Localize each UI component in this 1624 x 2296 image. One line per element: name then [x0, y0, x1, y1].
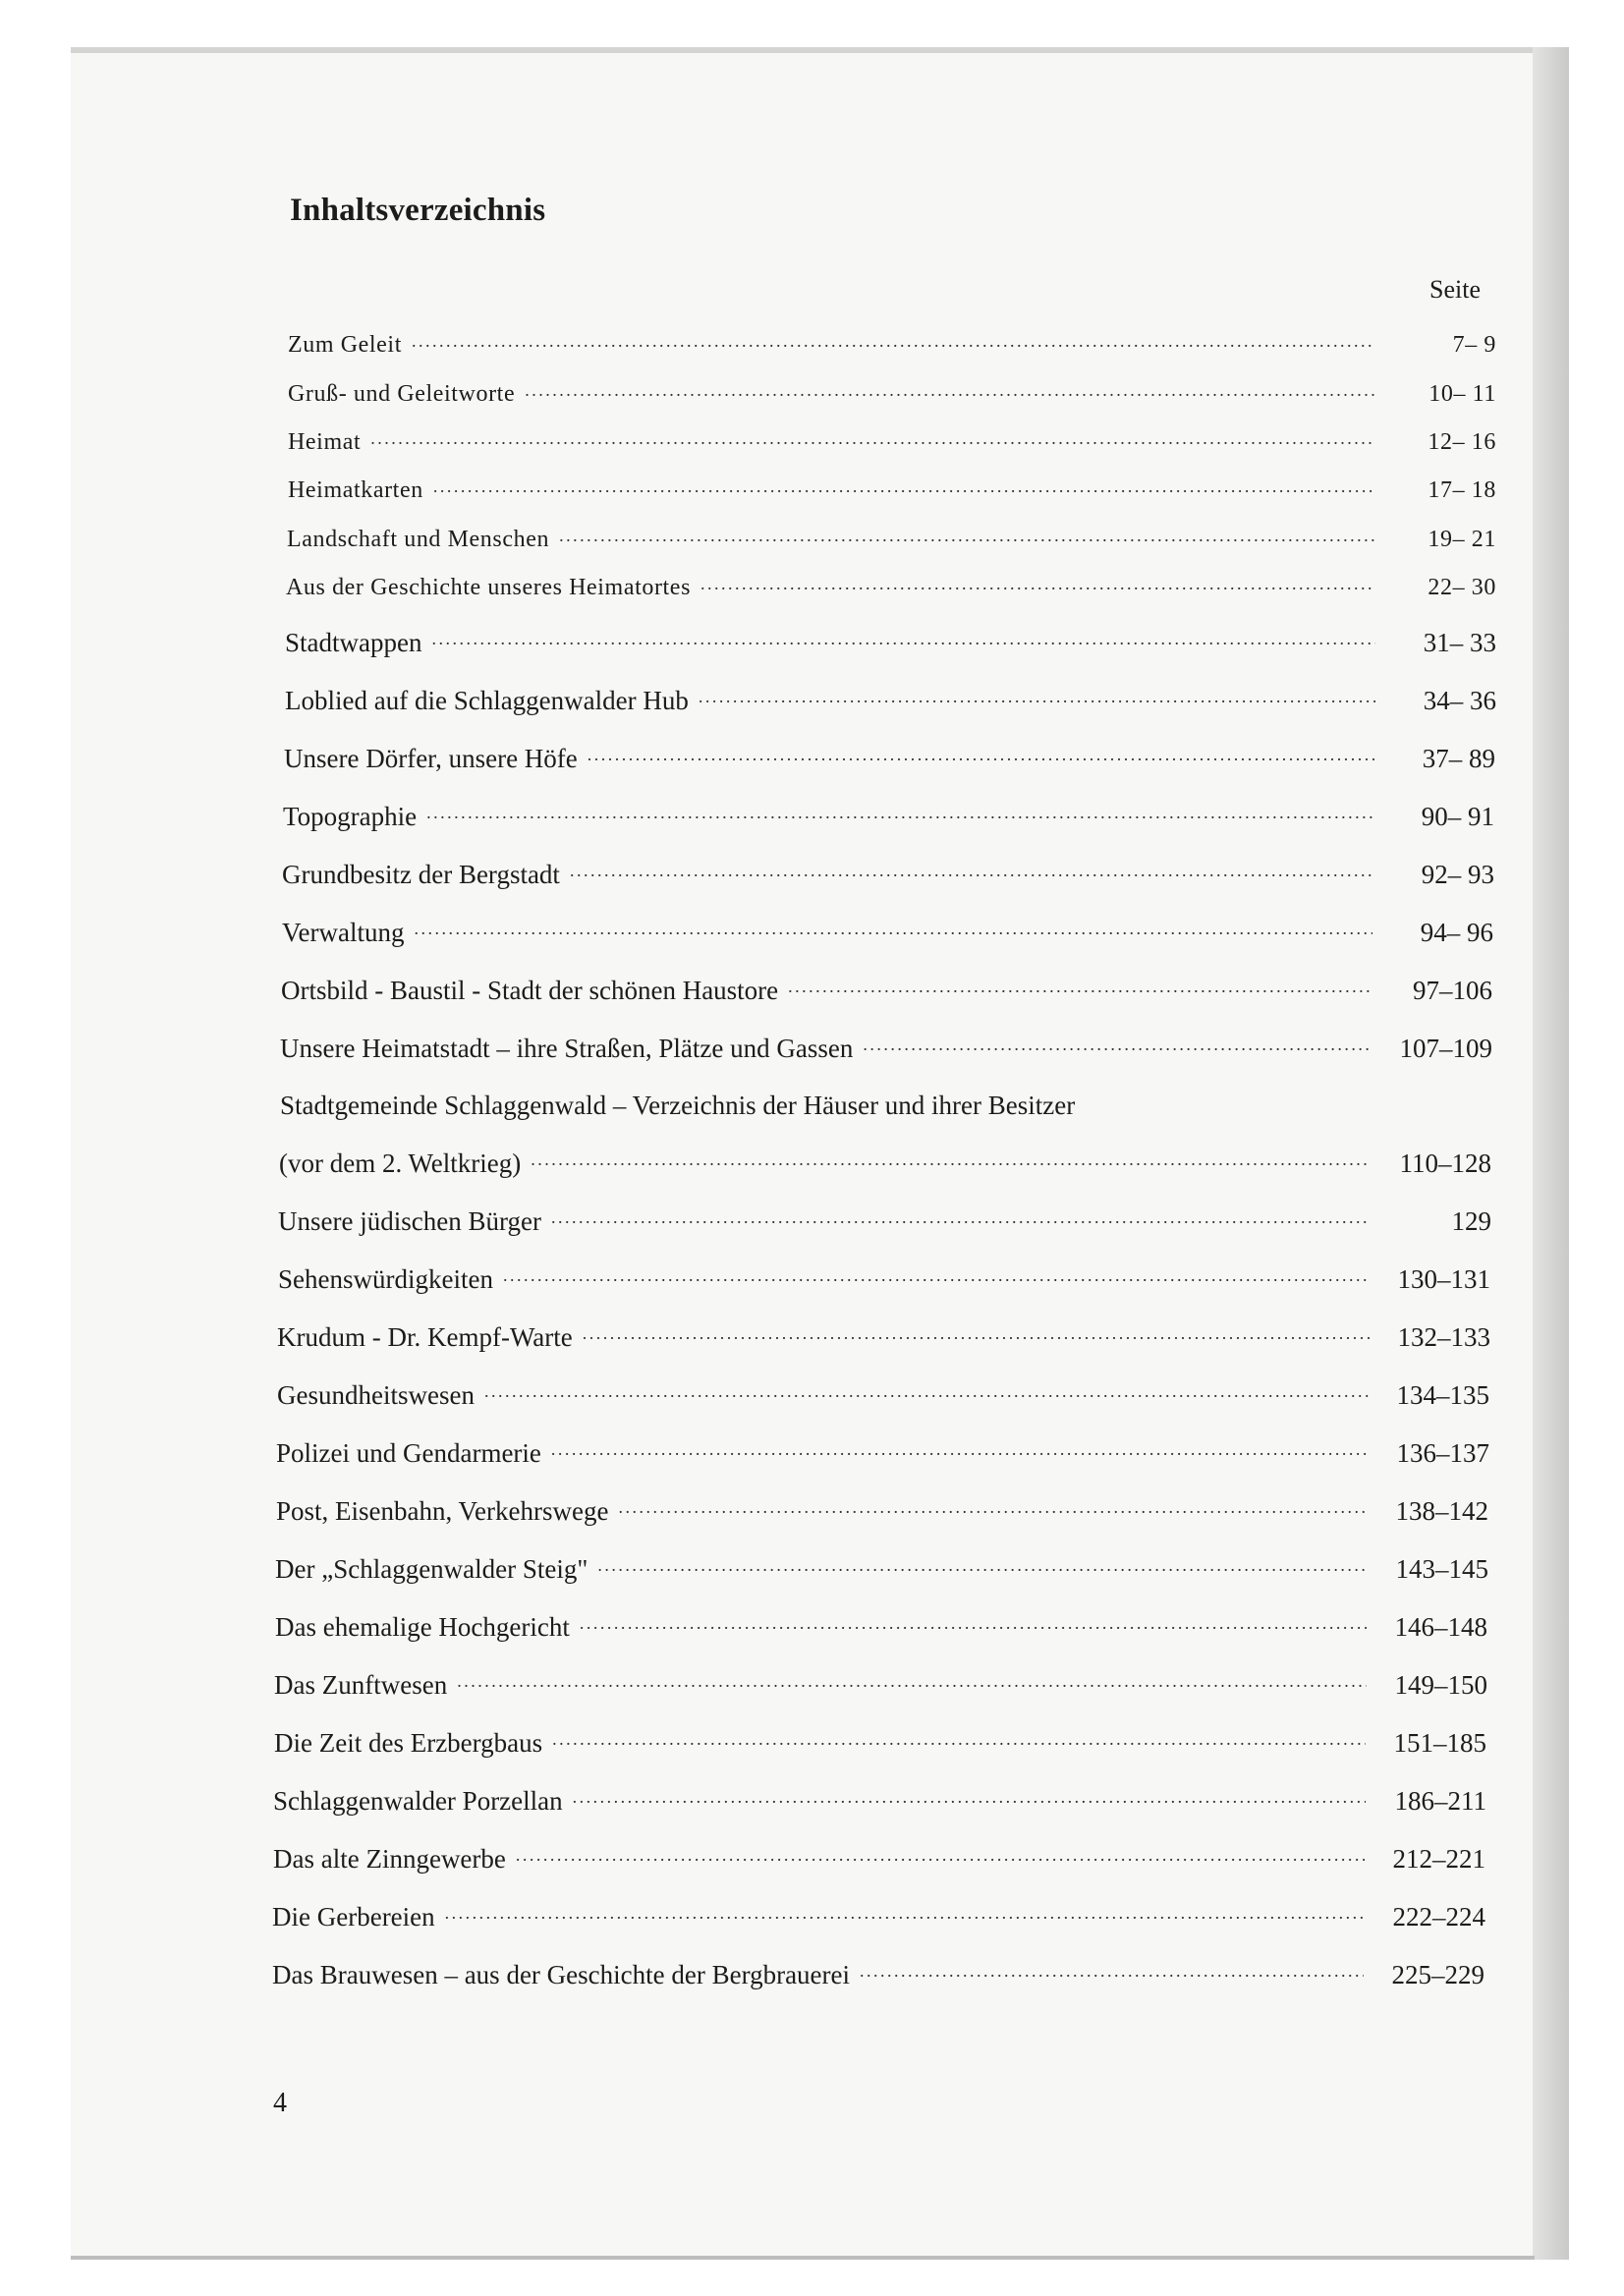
- toc-entry-pages: 31– 33: [1423, 628, 1496, 657]
- toc-entry-pages: 17– 18: [1428, 477, 1496, 503]
- toc-entry-pages: 186–211: [1394, 1786, 1486, 1816]
- toc-entry-title: Das Zunftwesen: [274, 1670, 448, 1700]
- toc-entry-title: Das alte Zinngewerbe: [273, 1844, 506, 1874]
- toc-entry-pages: 10– 11: [1428, 381, 1496, 407]
- toc-entry-pages: 22– 30: [1428, 575, 1496, 600]
- toc-entry: [281, 974, 1492, 1007]
- toc-entry: [286, 571, 1496, 604]
- toc-entry-title: Grundbesitz der Bergstadt: [282, 860, 560, 889]
- toc-entry-pages: 107–109: [1399, 1034, 1492, 1063]
- toc-entry-pages: 92– 93: [1421, 860, 1494, 889]
- toc-entry-pages: 136–137: [1396, 1438, 1489, 1468]
- toc-entry: [285, 684, 1496, 717]
- dot-leader: [433, 474, 1375, 507]
- toc-entry-pages: 12– 16: [1428, 429, 1496, 455]
- page-column-label: Seite: [1429, 275, 1481, 304]
- toc-entry: [276, 1436, 1489, 1470]
- toc-entry: [273, 1842, 1485, 1876]
- dot-leader: [370, 425, 1375, 459]
- toc-entry: [280, 1032, 1492, 1065]
- toc-entry-title: Unsere jüdischen Bürger: [278, 1206, 541, 1236]
- toc-entry: [277, 1378, 1489, 1412]
- toc-entry-pages: 37– 89: [1422, 744, 1495, 773]
- toc-entry-title: Post, Eisenbahn, Verkehrswege: [276, 1496, 609, 1526]
- dot-leader: [503, 1262, 1370, 1296]
- dot-leader: [412, 328, 1375, 362]
- toc-entry-title: Gruß- und Geleitworte: [288, 381, 516, 407]
- toc-entry-pages: 146–148: [1394, 1612, 1487, 1642]
- toc-entry-title: Gesundheitswesen: [277, 1380, 475, 1410]
- toc-entry: [275, 1552, 1488, 1586]
- toc-entry-title: Topographie: [283, 802, 418, 831]
- toc-entry-pages: 212–221: [1392, 1844, 1485, 1874]
- toc-entry-pages: 130–131: [1397, 1264, 1490, 1294]
- toc-entry-title: Heimatkarten: [288, 477, 423, 503]
- toc-entry-pages: 132–133: [1397, 1322, 1490, 1352]
- toc-entry: [278, 1262, 1490, 1296]
- toc-entry-title: Unsere Heimatstadt – ihre Straßen, Plätze und Gassen: [280, 1034, 854, 1063]
- toc-entry-pages: 143–145: [1395, 1554, 1488, 1584]
- toc-entry: [277, 1320, 1490, 1354]
- dot-leader: [597, 1552, 1368, 1586]
- toc-entry: [276, 1494, 1488, 1528]
- page-number: 4: [273, 2088, 287, 2118]
- dot-leader: [573, 1784, 1366, 1818]
- page-title: Inhaltsverzeichnis: [290, 193, 546, 228]
- toc-entry-title: Die Gerbereien: [272, 1902, 435, 1932]
- dot-leader: [559, 523, 1375, 556]
- dot-leader: [551, 1204, 1371, 1238]
- toc-entry-title: Sehenswürdigkeiten: [278, 1264, 493, 1294]
- toc-entry: [283, 800, 1494, 833]
- dot-leader: [580, 1610, 1367, 1644]
- toc-entry-pages: 151–185: [1393, 1728, 1486, 1758]
- dot-leader: [860, 1958, 1364, 1991]
- toc-entry-title: Verwaltung: [282, 918, 405, 947]
- dot-leader: [788, 974, 1372, 1007]
- toc-entry-pages: 19– 21: [1428, 527, 1496, 552]
- toc-entry: [287, 523, 1496, 556]
- dot-leader: [552, 1726, 1366, 1760]
- dot-leader: [431, 626, 1375, 659]
- dot-leader: [414, 916, 1372, 949]
- toc-entry: [279, 1147, 1491, 1180]
- toc-entry-title: Loblied auf die Schlaggenwalder Hub: [285, 686, 689, 715]
- dot-leader: [583, 1320, 1370, 1354]
- dot-leader: [445, 1900, 1365, 1933]
- toc-entry-pages: 110–128: [1399, 1148, 1491, 1178]
- dot-leader: [551, 1436, 1369, 1470]
- toc-entry-title: Zum Geleit: [288, 332, 402, 358]
- dot-leader: [699, 684, 1375, 717]
- dot-leader: [531, 1147, 1371, 1180]
- toc-entry-title: Der „Schlaggenwalder Steig": [275, 1554, 588, 1584]
- dot-leader: [457, 1668, 1367, 1702]
- toc-entry-pages: 225–229: [1391, 1960, 1484, 1989]
- toc-entry-pages: 97–106: [1413, 976, 1492, 1005]
- toc-entry: [288, 328, 1496, 362]
- toc-entry-pages: 138–142: [1395, 1496, 1488, 1526]
- toc-entry-title: Das ehemalige Hochgericht: [275, 1612, 570, 1642]
- toc-entry-title: Stadtwappen: [285, 628, 422, 657]
- toc-entry-title: Die Zeit des Erzbergbaus: [274, 1728, 543, 1758]
- dot-leader: [516, 1842, 1365, 1876]
- toc-entry-pages: 34– 36: [1423, 686, 1496, 715]
- toc-entry-pages: 149–150: [1394, 1670, 1487, 1700]
- toc-entry: [288, 474, 1496, 507]
- toc-entry-pages: 134–135: [1396, 1380, 1489, 1410]
- toc-entry-title: Aus der Geschichte unseres Heimatortes: [286, 575, 692, 600]
- toc-entry-title: Polizei und Gendarmerie: [276, 1438, 541, 1468]
- toc-entry-title: Ortsbild - Baustil - Stadt der schönen Haustore: [281, 976, 779, 1005]
- toc-entry-title: Unsere Dörfer, unsere Höfe: [284, 744, 578, 773]
- toc-entry-pages: 94– 96: [1420, 918, 1493, 947]
- toc-entry-title: Landschaft und Menschen: [287, 527, 550, 552]
- toc-entry: [288, 425, 1496, 459]
- toc-entry-pages: 222–224: [1392, 1902, 1485, 1932]
- toc-entry: [272, 1958, 1484, 1991]
- toc-entry-pages: 7– 9: [1452, 332, 1496, 358]
- dot-leader: [618, 1494, 1368, 1528]
- toc-entry-title: Das Brauwesen – aus der Geschichte der Bergbrauerei: [272, 1960, 851, 1989]
- dot-leader: [484, 1378, 1369, 1412]
- toc-entry-title: Stadtgemeinde Schlaggenwald – Verzeichnis der Häuser und ihrer Besitzer: [280, 1091, 1076, 1120]
- toc-entry: [282, 916, 1493, 949]
- toc-entry: [288, 377, 1496, 411]
- toc-entry: [282, 858, 1494, 891]
- dot-leader: [700, 571, 1375, 604]
- toc-entry: [278, 1204, 1491, 1238]
- toc-entry-title: Krudum - Dr. Kempf-Warte: [277, 1322, 573, 1352]
- toc-entry-pages: 129: [1451, 1206, 1491, 1236]
- dot-leader: [525, 377, 1375, 411]
- dot-leader: [588, 742, 1374, 775]
- toc-entry: [274, 1668, 1487, 1702]
- toc-entry-pages: 90– 91: [1421, 802, 1494, 831]
- toc-entry: [284, 742, 1495, 775]
- toc-entry: [285, 626, 1496, 659]
- toc-entry: [273, 1784, 1486, 1818]
- toc-entry: [272, 1900, 1485, 1933]
- toc-entry-title: Schlaggenwalder Porzellan: [273, 1786, 563, 1816]
- toc-entry-title: Heimat: [288, 429, 362, 455]
- toc-entry: [275, 1610, 1487, 1644]
- dot-leader: [863, 1032, 1372, 1065]
- toc-entry-title-continued: (vor dem 2. Weltkrieg): [279, 1148, 522, 1178]
- dot-leader: [570, 858, 1373, 891]
- dot-leader: [426, 800, 1373, 833]
- toc-entry: [274, 1726, 1486, 1760]
